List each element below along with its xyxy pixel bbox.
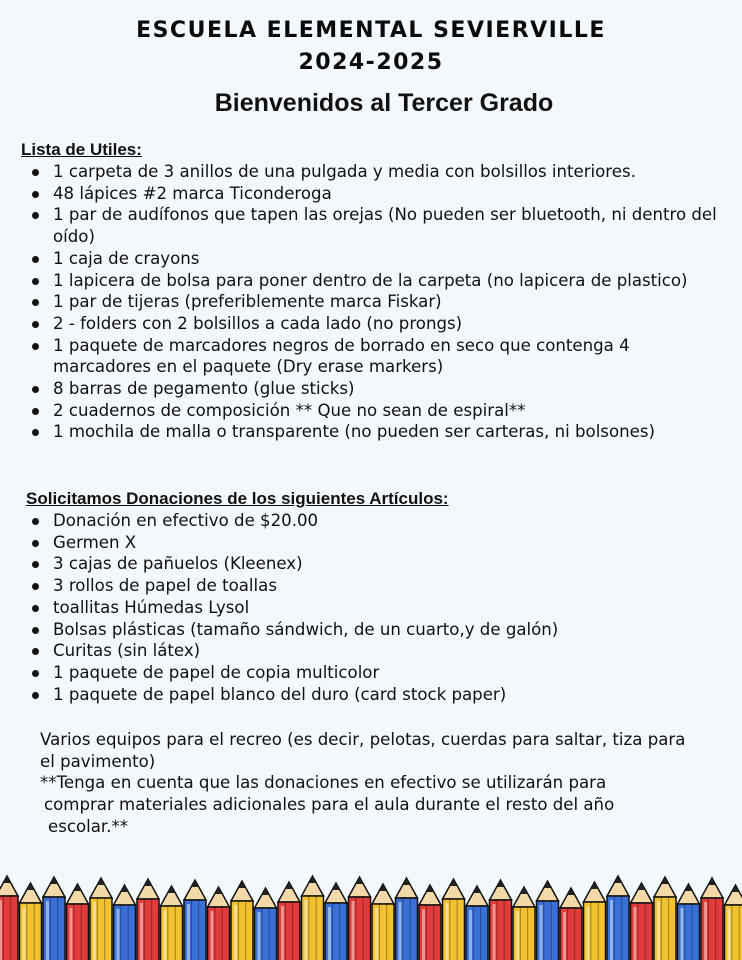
list-item: 1 paquete de marcadores negros de borrado en seco que contenga 4 marcadores en el paquete (Dry erase markers) <box>32 335 732 378</box>
list-item: 48 lápices #2 marca Ticonderoga <box>32 183 732 205</box>
pencil-icon <box>631 883 653 960</box>
pencil-icon <box>490 880 512 960</box>
supplies-title: Lista de Utiles: <box>21 140 142 159</box>
pencil-icon <box>43 877 65 960</box>
pencil-icon <box>725 885 742 960</box>
pencil-icon <box>678 884 700 960</box>
supplies-list <box>32 161 732 443</box>
list-item: Donación en efectivo de $20.00 <box>32 510 732 532</box>
pencil-icon <box>302 876 324 960</box>
pencil-icon <box>537 881 559 960</box>
list-item: 1 paquete de papel blanco del duro (card stock paper) <box>32 684 732 706</box>
pencil-icon <box>560 888 582 960</box>
cash-note-line: comprar materiales adicionales para el aula durante el resto del año <box>44 795 615 814</box>
pencil-icon <box>161 886 183 960</box>
welcome-heading: Bienvenidos al Tercer Grado <box>214 89 554 117</box>
pencil-icon <box>584 882 606 960</box>
list-item: Bolsas plásticas (tamaño sándwich, de un cuarto,y de galón) <box>32 619 732 641</box>
pencil-icon <box>443 879 465 960</box>
list-item: 3 cajas de pañuelos (Kleenex) <box>32 553 732 575</box>
recess-note: Varios equipos para el recreo (es decir, pelotas, cuerdas para saltar, tiza para el pavimento) <box>40 730 686 771</box>
pencil-icon <box>607 876 629 960</box>
list-item: Germen X <box>32 532 732 554</box>
list-item: Curitas (sin látex) <box>32 640 732 662</box>
list-item: 1 lapicera de bolsa para poner dentro de la carpeta (no lapicera de plastico) <box>32 270 732 292</box>
list-item: 1 carpeta de 3 anillos de una pulgada y media con bolsillos interiores. <box>32 161 732 183</box>
list-item: 8 barras de pegamento (glue sticks) <box>32 378 732 400</box>
pencil-icon <box>396 878 418 960</box>
pencil-icon <box>701 878 723 960</box>
list-item: 3 rollos de papel de toallas <box>32 575 732 597</box>
pencil-icon <box>20 883 42 960</box>
list-item: toallitas Húmedas Lysol <box>32 597 732 619</box>
pencil-icon <box>372 884 394 960</box>
pencil-icon <box>90 878 112 960</box>
pencil-icon <box>278 882 300 960</box>
pencil-icon <box>513 887 535 960</box>
pencil-icon <box>231 881 253 960</box>
school-year: 2024-2025 <box>298 50 444 75</box>
pencil-icon <box>137 879 159 960</box>
school-name: ESCUELA ELEMENTAL SEVIERVILLE <box>136 18 606 43</box>
list-item: 1 par de audífonos que tapen las orejas (No pueden ser bluetooth, ni dentro del oído) <box>32 204 732 247</box>
pencil-icon <box>466 886 488 960</box>
pencil-icon <box>208 887 230 960</box>
donations-list <box>32 510 732 705</box>
pencil-border-decoration <box>0 870 742 960</box>
list-item: 1 caja de crayons <box>32 248 732 270</box>
pencil-icon <box>349 877 371 960</box>
pencil-icon <box>255 888 277 960</box>
pencil-icon <box>184 880 206 960</box>
cash-note-line: **Tenga en cuenta que las donaciones en efectivo se utilizarán para <box>40 773 607 792</box>
pencil-icon <box>67 884 89 960</box>
list-item: 2 - folders con 2 bolsillos a cada lado (no prongs) <box>32 313 732 335</box>
list-item: 1 par de tijeras (preferiblemente marca Fiskar) <box>32 291 732 313</box>
pencil-icon <box>0 876 18 960</box>
list-item: 1 paquete de papel de copia multicolor <box>32 662 732 684</box>
cash-note-line: escolar.** <box>48 817 129 836</box>
pencil-icon <box>114 885 136 960</box>
donations-title: Solicitamos Donaciones de los siguientes Artículos: <box>26 489 449 508</box>
pencil-icon <box>419 885 441 960</box>
list-item: 2 cuadernos de composición ** Que no sean de espiral** <box>32 400 732 422</box>
pencil-icon <box>325 883 347 960</box>
pencil-icon <box>654 877 676 960</box>
list-item: 1 mochila de malla o transparente (no pueden ser carteras, ni bolsones) <box>32 421 732 443</box>
